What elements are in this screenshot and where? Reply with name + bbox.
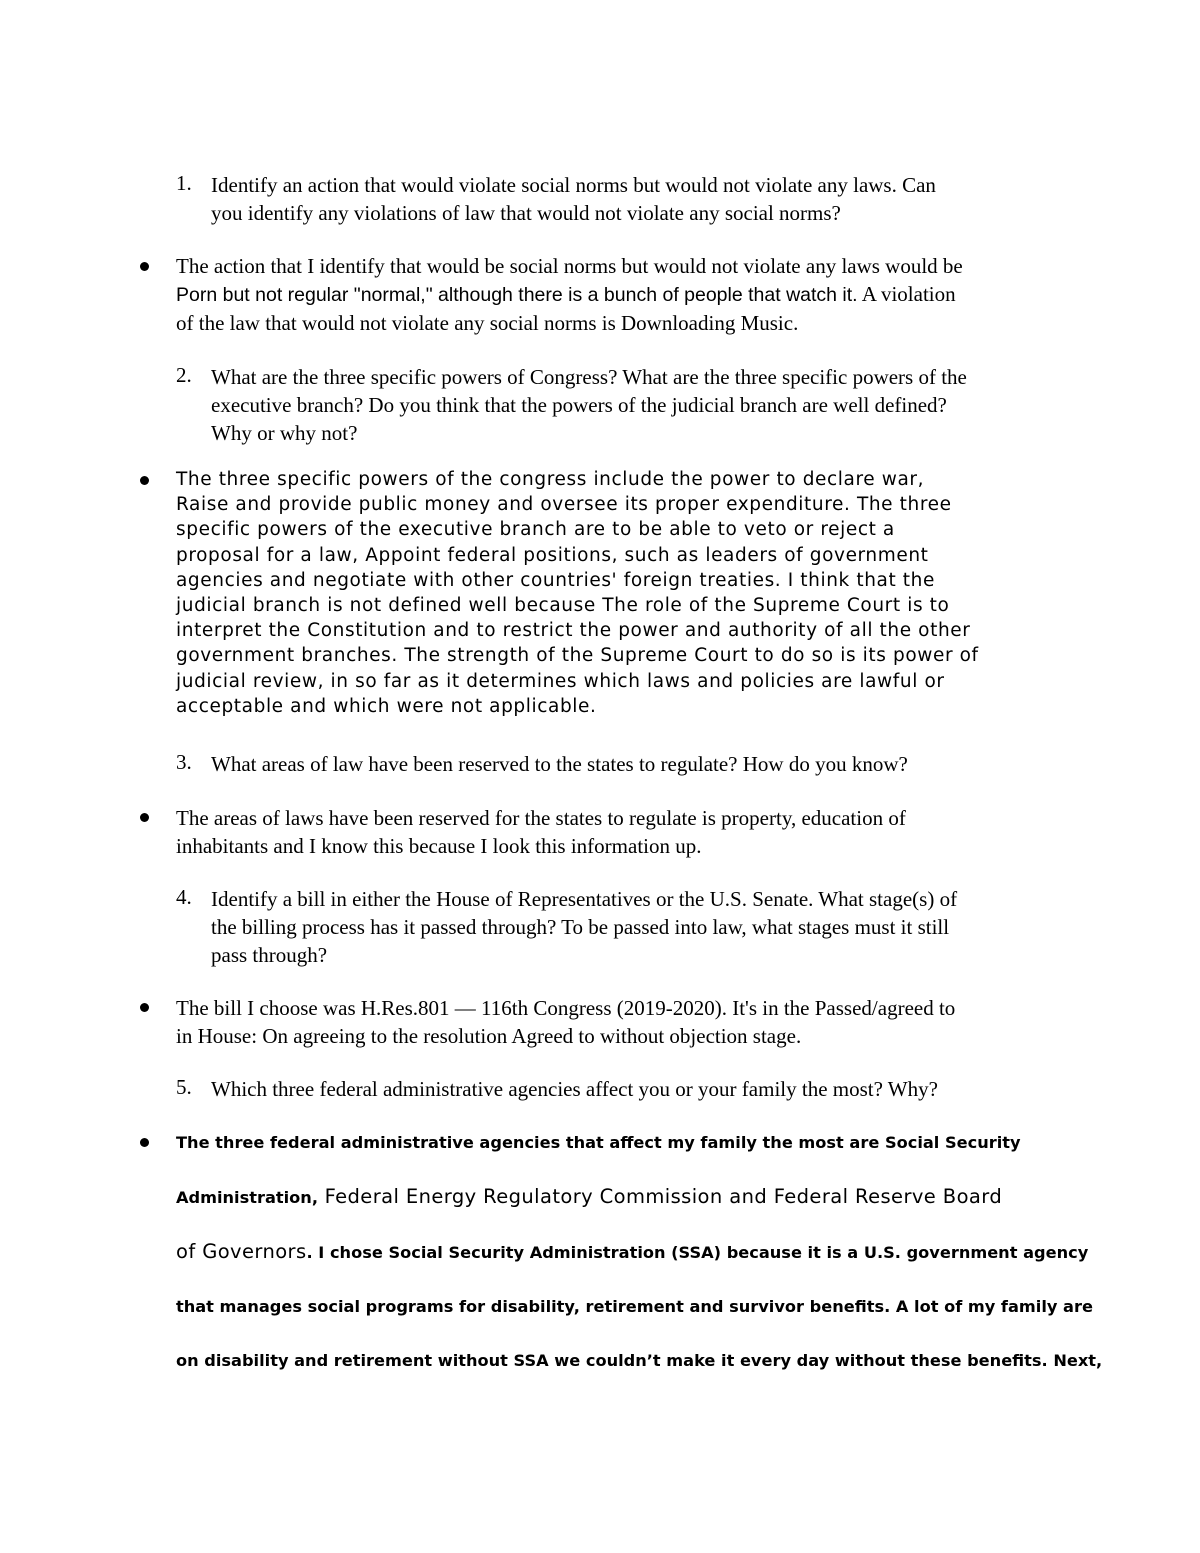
answer-line: Raise and provide public money and oversee its proper expenditure. The three (176, 494, 952, 516)
answer-line: inhabitants and I know this because I look this information up. (176, 834, 702, 858)
answer-line: The three specific powers of the congress include the power to declare war, (176, 469, 925, 490)
answer-line: The three federal administrative agencies that affect my family the most are Social Security (176, 1133, 1021, 1152)
question-line: the billing process has it passed through? To be passed into law, what stages must it still (211, 915, 950, 939)
bullet-icon (140, 1003, 149, 1012)
question-line: you identify any violations of law that would not violate any social norms? (211, 201, 841, 225)
answer-regular-part: Federal Energy Regulatory Commission and Federal Reserve Board (317, 1185, 1003, 1208)
question-text (211, 885, 957, 969)
bullet-icon (140, 813, 149, 822)
question-line: pass through? (211, 943, 328, 967)
question-text (211, 363, 967, 447)
answer-line: of the law that would not violate any social norms is Downloading Music. (176, 311, 799, 335)
question-number: 5. (176, 1075, 192, 1099)
question-line: executive branch? Do you think that the powers of the judicial branch are well defined? (211, 393, 947, 417)
answer-line: in House: On agreeing to the resolution Agreed to without objection stage. (176, 1024, 802, 1048)
answer-line: on disability and retirement without SSA we couldn’t make it every day without these benefits. Next, (176, 1351, 1103, 1370)
bullet-icon (140, 1138, 149, 1147)
answer-line-sans-part: Porn but not regular "normal," although there is a bunch of people that watch it. (176, 284, 858, 306)
answer-bold-part: Administration, (176, 1188, 318, 1207)
answer-line: judicial branch is not defined well because The role of the Supreme Court is to (176, 595, 950, 617)
question-line: Identify an action that would violate social norms but would not violate any laws. Can (211, 173, 936, 197)
answer-line: acceptable and which were not applicable. (176, 695, 597, 717)
question-line: Which three federal administrative agencies affect you or your family the most? Why? (211, 1077, 938, 1101)
question-number: 4. (176, 885, 192, 909)
answer-text (176, 252, 963, 337)
question-line: What are the three specific powers of Congress? What are the three specific powers of the (211, 365, 967, 389)
question-text (211, 1075, 938, 1103)
question-text (211, 750, 908, 778)
answer-line: The bill I choose was H.Res.801 — 116th Congress (2019-2020). It's in the Passed/agreed to (176, 996, 956, 1020)
answer-text (176, 994, 955, 1050)
answer-text (176, 1116, 1102, 1388)
question-number: 2. (176, 363, 192, 387)
answer-line: specific powers of the executive branch are to be able to veto or reject a (176, 519, 895, 541)
answer-text (176, 467, 979, 719)
answer-line: The areas of laws have been reserved for the states to regulate is property, education of (176, 806, 906, 830)
answer-bold-part: . I chose Social Security Administration (SSA) because it is a U.S. government agency (306, 1243, 1089, 1262)
question-number: 3. (176, 750, 192, 774)
bullet-icon (140, 262, 149, 271)
question-number: 1. (176, 171, 192, 195)
answer-line-serif-part: A violation (857, 282, 956, 306)
answer-line: that manages social programs for disability, retirement and survivor benefits. A lot of my family are (176, 1297, 1093, 1316)
answer-line: proposal for a law, Appoint federal positions, such as leaders of government (176, 544, 929, 566)
answer-regular-part: of Governors (176, 1240, 307, 1263)
question-line: Identify a bill in either the House of Representatives or the U.S. Senate. What stage(s) of (211, 887, 958, 911)
answer-line: The action that I identify that would be social norms but would not violate any laws would be (176, 254, 963, 278)
question-line: What areas of law have been reserved to the states to regulate? How do you know? (211, 752, 908, 776)
bullet-icon (140, 476, 149, 485)
answer-text (176, 804, 906, 860)
question-text (211, 171, 936, 227)
answer-line (176, 1170, 1102, 1225)
answer-line: agencies and negotiate with other countries' foreign treaties. I think that the (176, 569, 935, 591)
question-line: Why or why not? (211, 421, 358, 445)
answer-line (176, 280, 963, 309)
answer-line: government branches. The strength of the Supreme Court to do so is its power of (176, 645, 979, 667)
answer-line (176, 1225, 1102, 1280)
answer-line: judicial review, in so far as it determines which laws and policies are lawful or (176, 670, 945, 692)
answer-line: interpret the Constitution and to restrict the power and authority of all the other (176, 620, 971, 642)
